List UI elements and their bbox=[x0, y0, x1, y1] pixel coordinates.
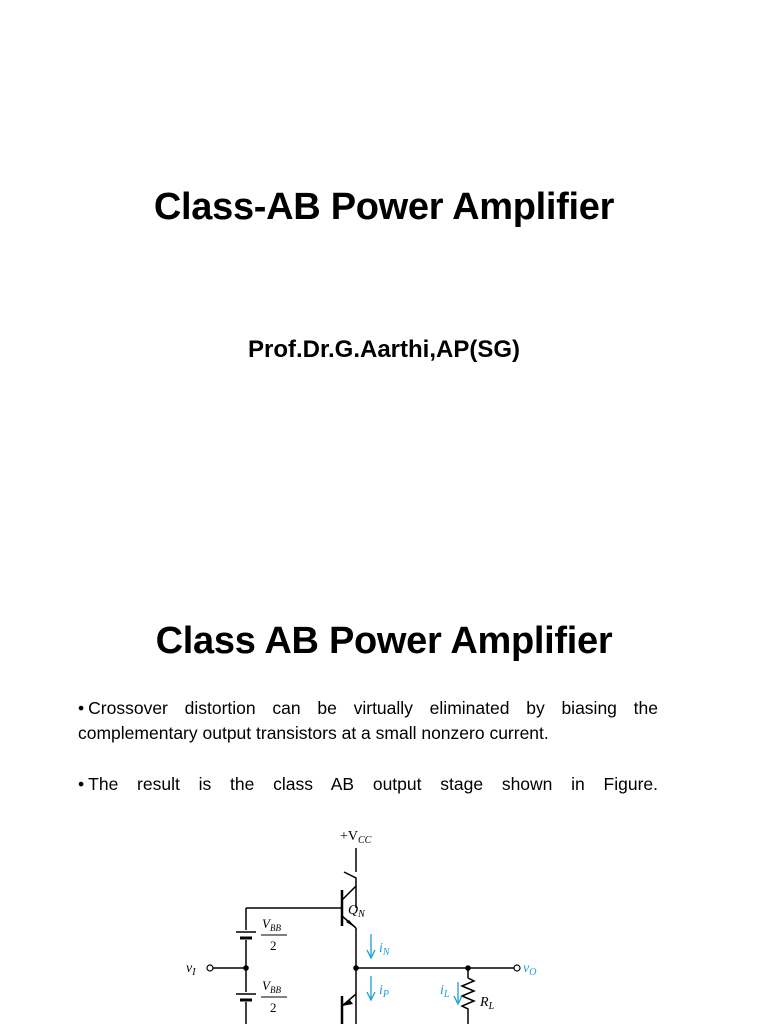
bullet-dot-icon: • bbox=[78, 698, 85, 718]
battery-top-icon bbox=[236, 932, 256, 938]
vbb-bottom-numerator: $V_{BB}$ bbox=[262, 978, 281, 995]
bullet-text: The result is the class AB output stage shown in Figure. bbox=[88, 774, 658, 794]
qn-label: $Q_N$ bbox=[348, 903, 365, 920]
class-ab-circuit-diagram bbox=[150, 816, 570, 1024]
content-slide bbox=[0, 576, 768, 1024]
il-label: $i_L$ bbox=[440, 983, 450, 1000]
slide-title: Class AB Power Amplifier bbox=[155, 620, 613, 662]
bullet-item bbox=[78, 696, 658, 746]
input-terminal bbox=[207, 965, 213, 971]
vout-label: $v_O$ bbox=[523, 961, 537, 978]
bias-node-dot bbox=[243, 965, 249, 971]
battery-bottom-icon bbox=[236, 994, 256, 1000]
load-resistor bbox=[462, 978, 474, 1024]
vbb-bottom-denominator: 2 bbox=[270, 1000, 277, 1015]
ip-label: $i_P$ bbox=[379, 983, 389, 1000]
slide-author: Prof.Dr.G.Aarthi,AP(SG) bbox=[247, 336, 521, 363]
bullet-text: Crossover distortion can be virtually eliminated by biasing the complementary output transistors at a small nonzero current. bbox=[78, 698, 658, 743]
rl-label: $R_L$ bbox=[480, 995, 495, 1012]
load-node-dot bbox=[465, 965, 471, 971]
in-label: $i_N$ bbox=[379, 941, 390, 958]
vbb-top-denominator: 2 bbox=[270, 938, 277, 953]
supply-label: $+V_{CC}$ bbox=[340, 829, 372, 846]
slide-title: Class-AB Power Amplifier bbox=[153, 186, 615, 228]
vbb-top-numerator: $V_{BB}$ bbox=[262, 916, 281, 933]
qn-emitter-arrow-icon bbox=[346, 920, 356, 928]
bullet-item bbox=[78, 772, 658, 797]
vin-label: $v_I$ bbox=[186, 961, 196, 978]
output-terminal bbox=[514, 965, 520, 971]
qn-collector-lead bbox=[342, 886, 356, 900]
emitter-node-dot bbox=[353, 965, 359, 971]
bullet-dot-icon: • bbox=[78, 774, 85, 794]
